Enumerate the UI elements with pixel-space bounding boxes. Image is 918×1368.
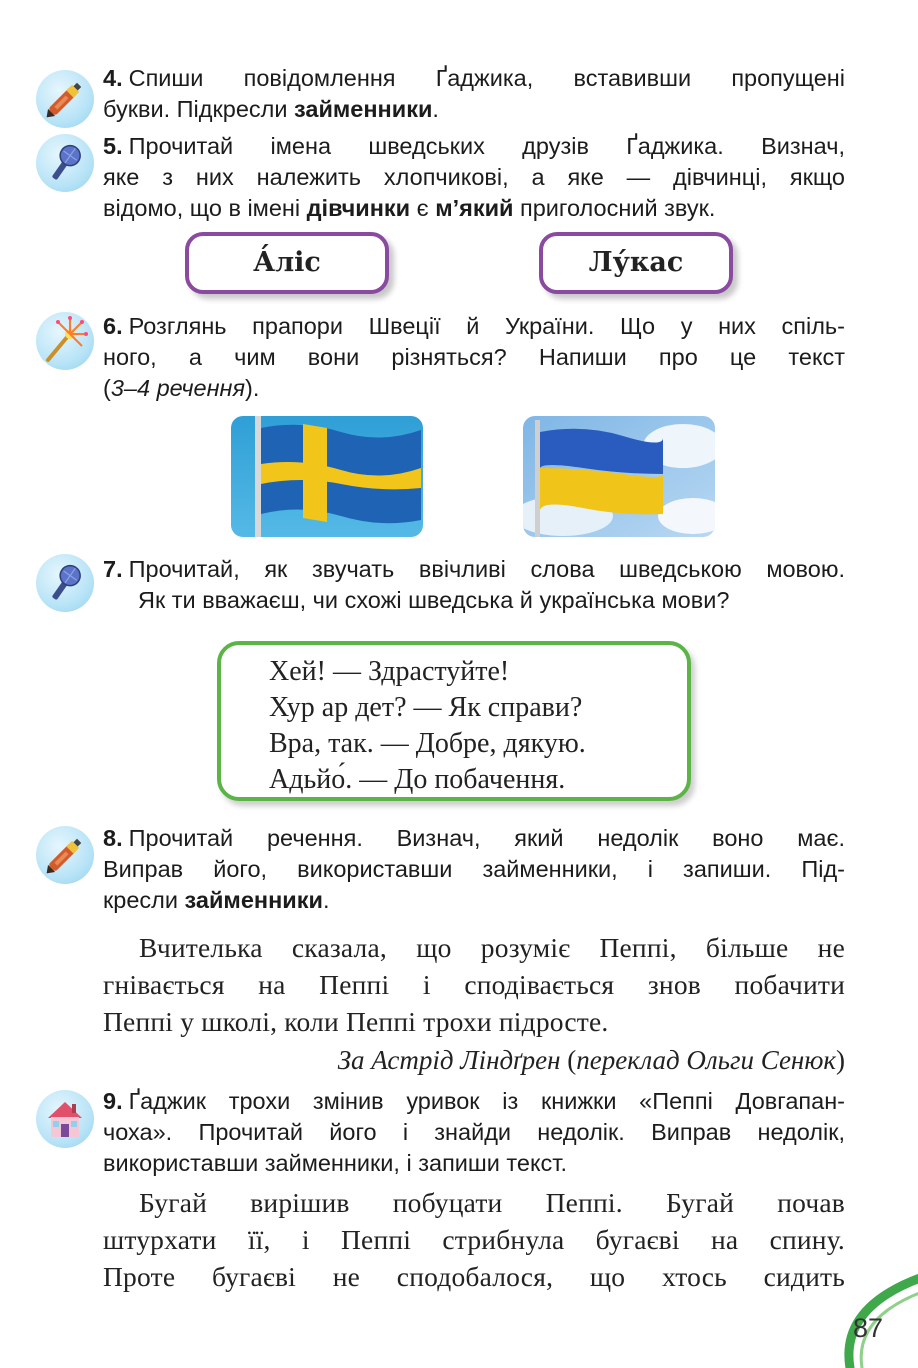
phrase-line: Хур ар дет? — Як справи? — [269, 692, 583, 723]
task-number: 4. — [103, 65, 123, 91]
task-5: 5. Прочитай імена шведських друзів Ґаджика. Визнач, яке з них належить хлопчикові, а яке — дівчинці, якщо відомо, що в імені дівчинки є м’який приголосний звук. — [103, 133, 845, 221]
task-8: 8. Прочитай речення. Визнач, який недолік воно має. Виправ його, використавши займенники, і запиши. Під- кресли займенники. — [103, 825, 845, 913]
reading-text-8: Вчителька сказала, що розуміє Пеппі, більше не гнівається на Пеппі і сподівається знов побачити Пеппі у школі, коли Пеппі трохи підросте. — [103, 932, 845, 1037]
name-card-lukas: Лу́кас — [539, 232, 733, 294]
task-9: 9. Ґаджик трохи змінив уривок із книжки «Пеппі Довгапан- чоха». Прочитай його і знайди недолік. Виправ недолік, використавши займенники, і запиши текст. — [103, 1088, 845, 1176]
phrase-line: Вра, так. — Добре, дякую. — [269, 728, 586, 759]
phrase-box — [217, 641, 691, 801]
phrase-line: Хей! — Здрастуйте! — [269, 656, 510, 687]
pen-icon — [36, 70, 94, 128]
task-6: 6. Розглянь прапори Швеції й України. Що у них спіль- ного, а чим вони різняться? Напиши про це текст (3–4 речення). — [103, 313, 845, 401]
page-number: 87 — [852, 1313, 884, 1343]
task-7: 7. Прочитай, як звучать ввічливі слова шведською мовою. Як ти вважаєш, чи схожі шведська й українська мови? — [103, 556, 845, 613]
sparkler-icon — [36, 312, 94, 370]
ukraine-flag-image — [523, 416, 715, 537]
microphone-icon — [36, 554, 94, 612]
phrase-line: Адьйо́. — До побачення. — [269, 764, 566, 795]
pen-icon — [36, 826, 94, 884]
source-attribution: За Астрід Ліндґрен (переклад Ольги Сенюк) — [337, 1045, 845, 1075]
name-card-alice: А́ліс — [185, 232, 389, 294]
microphone-icon — [36, 134, 94, 192]
house-icon — [36, 1090, 94, 1148]
sweden-flag-image — [231, 416, 423, 537]
reading-text-9: Бугай вирішив побуцати Пеппі. Бугай почав штурхати її, і Пеппі стрибнула бугаєві на спину. Проте бугаєві не сподобалося, що хтось сидить — [103, 1187, 845, 1292]
task-4: 4. Спиши повідомлення Ґаджика, вставивши пропущені букви. Підкресли займенники. — [103, 65, 845, 122]
